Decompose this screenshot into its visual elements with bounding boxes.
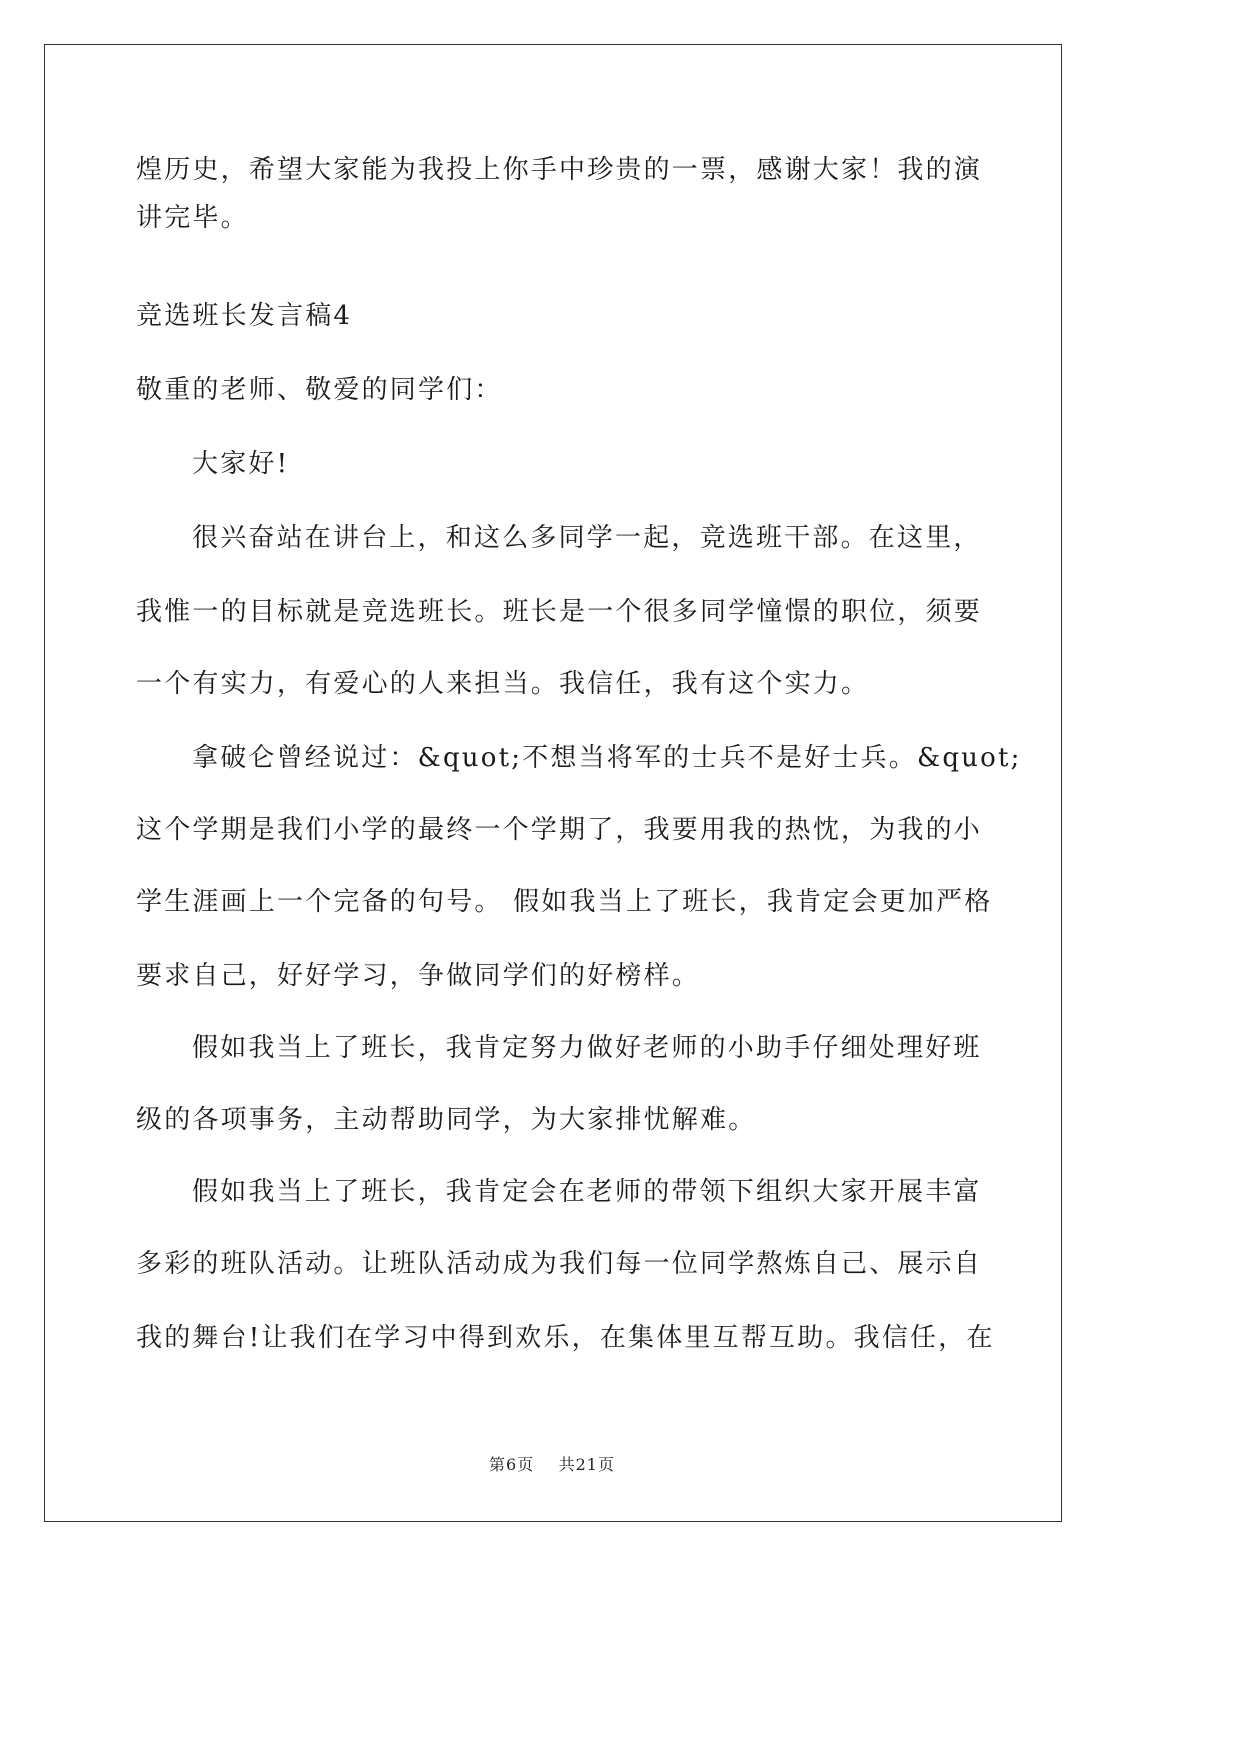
salutation: 敬重的老师、敬爱的同学们： [136,375,503,405]
body-line: 要求自己，好好学习，争做同学们的好榜样。 [136,961,701,991]
page-border [44,44,1062,1522]
section-heading: 竞选班长发言稿4 [136,301,353,331]
page-total: 共21页 [558,1455,615,1474]
body-line: 我的舞台!让我们在学习中得到欢乐，在集体里互帮互助。我信任，在 [136,1323,995,1353]
body-line: 学生涯画上一个完备的句号。 假如我当上了班长，我肯定会更加严格 [136,887,993,917]
body-line: 假如我当上了班长，我肯定会在老师的带领下组织大家开展丰富 [192,1177,982,1207]
body-line: 煌历史，希望大家能为我投上你手中珍贵的一票，感谢大家！我的演 [136,155,983,185]
body-line: 讲完毕。 [136,203,249,233]
body-line: 这个学期是我们小学的最终一个学期了，我要用我的热忱，为我的小 [136,815,983,845]
body-line: 多彩的班队活动。让班队活动成为我们每一位同学熬炼自己、展示自 [136,1249,983,1279]
page-number: 第6页 [489,1455,535,1474]
page-footer [0,1452,1104,1475]
body-line: 我惟一的目标就是竞选班长。班长是一个很多同学憧憬的职位，须要 [136,597,983,627]
body-line: 一个有实力，有爱心的人来担当。我信任，我有这个实力。 [136,669,870,699]
body-line: 拿破仑曾经说过：&quot;不想当将军的士兵不是好士兵。&quot; [192,743,1022,773]
body-line: 很兴奋站在讲台上，和这么多同学一起，竞选班干部。在这里， [192,523,982,553]
body-line: 假如我当上了班长，我肯定努力做好老师的小助手仔细处理好班 [192,1033,982,1063]
greeting: 大家好! [192,449,290,479]
body-line: 级的各项事务，主动帮助同学，为大家排忧解难。 [136,1105,757,1135]
